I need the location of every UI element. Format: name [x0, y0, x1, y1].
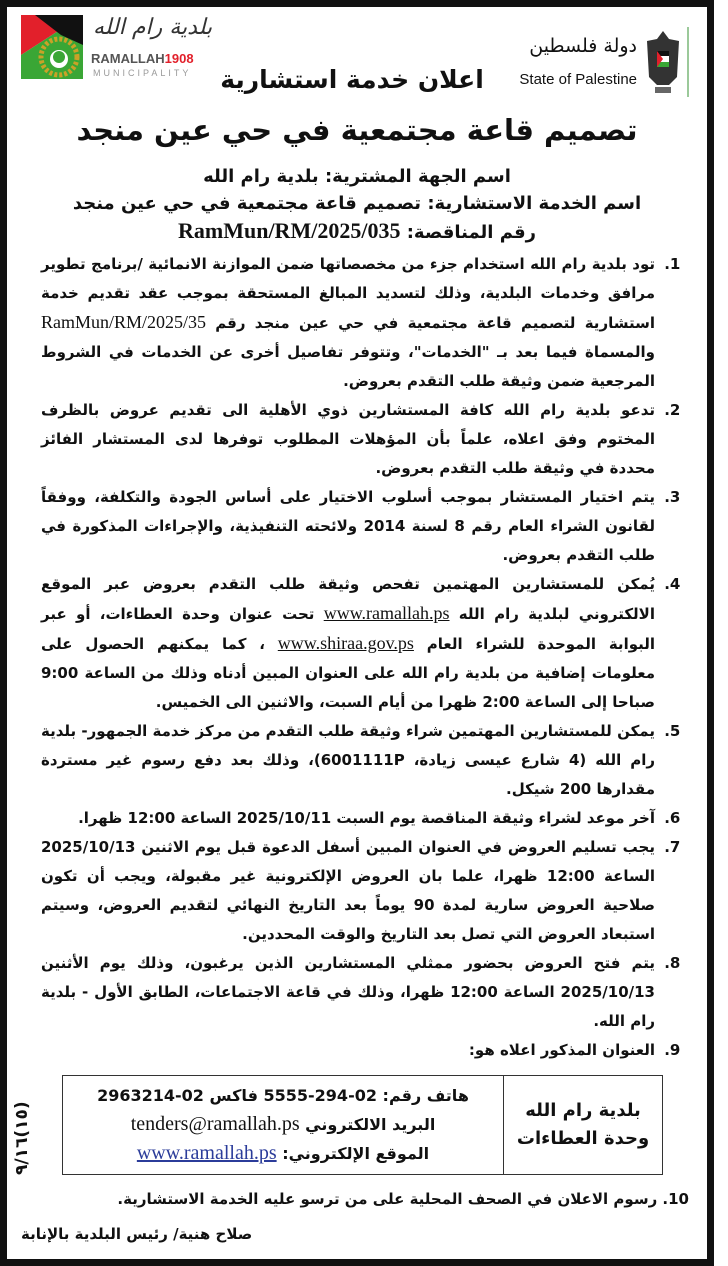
logo-name: RAMALLAH: [91, 51, 165, 66]
signature: صلاح هنية/ رئيس البلدية بالإنابة: [21, 1225, 253, 1243]
address-box: [62, 1075, 663, 1175]
address-contact: [63, 1076, 503, 1174]
address-section: [12, 1075, 663, 1175]
email-address[interactable]: tenders@ramallah.ps: [130, 1113, 300, 1135]
logo-subtitle: MUNICIPALITY: [93, 68, 192, 78]
state-of-palestine-logo: [499, 27, 689, 102]
eagle-emblem-icon: [643, 27, 683, 97]
term-item: [41, 250, 659, 396]
shiraa-portal-link[interactable]: www.shiraa.gov.ps: [277, 633, 414, 653]
term-text: والمسماة فيما بعد بـ "الخدمات"، وتتوفر تفاصيل أخرى عن الخدمات في الشروط المرجعية ضمن وثيقة طلب التقدم بعروض.: [41, 343, 655, 390]
term-text: تود بلدية رام الله استخدام جزء من مخصصاتها ضمن الموازنة الانمائية /برنامج تطوير مرافق وخدمات البلدية، وذلك لتسديد المبالغ المستحقة بموجب عقد تقديم خدمة استشارية لتصميم قاعة مجتمعية في حي عين منجد رقم: [41, 255, 655, 332]
municipality-emblem-icon: [21, 15, 83, 79]
buyer-name: اسم الجهة المشترية: بلدية رام الله: [203, 166, 511, 187]
announcement-title: اعلان خدمة استشارية: [220, 65, 484, 94]
address-org: [503, 1076, 662, 1174]
website-label: الموقع الإلكتروني:: [276, 1144, 430, 1163]
announcement-subtitle: تصميم قاعة مجتمعية في حي عين منجد: [76, 113, 638, 147]
org-unit: وحدة العطاءات: [516, 1128, 650, 1149]
website-link[interactable]: www.ramallah.ps: [136, 1142, 277, 1164]
header: [7, 7, 707, 107]
term-item: 5. يمكن للمستشارين المهتمين شراء وثيقة طلب التقدم من مركز خدمة الجمهور- بلدية رام الله (4 شارع عيسى زيادة، 6001111P)، وذلك بعد دفع رسوم غير مستردة مقدارها 200 شيكل.: [41, 717, 659, 804]
logo-arabic-text: بلدية رام الله: [93, 15, 213, 40]
logo-english-state: State of Palestine: [519, 71, 637, 88]
term-item-10: 10. رسوم الاعلان في الصحف المحلية على من ترسو عليه الخدمة الاستشارية.: [117, 1190, 689, 1208]
tender-number: RamMun/RM/2025/035: [178, 218, 401, 243]
ramallah-website-link[interactable]: www.ramallah.ps: [323, 603, 450, 623]
term-item: 9. العنوان المذكور اعلاه هو:: [41, 1036, 659, 1065]
term-item: 2. تدعو بلدية رام الله كافة المستشارين ذوي الأهلية الى تقديم عروض بالظرف المختوم وفق اعلاه، علماً بأن المؤهلات المطلوب توفرها لدى المستشار الفائز محددة في وثيقة طلب التقدم بعروض.: [41, 396, 659, 483]
logo-year: 1908: [164, 51, 194, 66]
term-item: 7. يجب تسليم العروض في العنوان المبين أسفل الدعوة قبل يوم الاثنين 2025/10/13 الساعة 12:00 ظهرا، علما بان العروض الإلكترونية غير مقبولة، ويجب أن تكون صلاحية العروض سارية لمدة 90 يوماً بعد التاريخ النهائي لتقديم العروض، وسيتم استبعاد العروض التي تصل بعد التاريخ والوقت المحددين.: [41, 833, 659, 949]
tender-number-label: رقم المناقصة:: [400, 222, 536, 243]
logo-arabic-state: دولة فلسطين: [529, 35, 637, 57]
email-label: البريد الالكتروني: [299, 1115, 436, 1134]
term-item: [41, 570, 659, 717]
tender-number-line: [7, 217, 707, 246]
term-item: 3. يتم اختيار المستشار بموجب أسلوب الاختيار على أساس الجودة والتكلفة، ووفقاً لقانون الشراء العام رقم 8 لسنة 2014 ولائحته التنفيذية، والإجراءات المذكورة في طلب التقدم بعروض.: [41, 483, 659, 570]
tender-info: [7, 163, 707, 246]
service-name: اسم الخدمة الاستشارية: تصميم قاعة مجتمعية في حي عين منجد: [72, 193, 642, 214]
term-text: ، كما يمكنهم الحصول على معلومات إضافية من بلدية رام الله على العنوان المبين أدناه وذلك من الساعة 9:00 صباحا إلى الساعة 2:00 ظهرا من أيام السبت، والاثنين الى الخميس.: [41, 635, 655, 711]
term-text: يُمكن للمستشارين المهتمين تفحص وثيقة طلب التقدم بعروض عبر الموقع الالكتروني لبلدية رام الله: [41, 575, 655, 623]
terms-list: [41, 250, 689, 1065]
phone-fax: هاتف رقم: 02-294-5555 فاكس 02-2963214: [97, 1086, 469, 1105]
term-item: 6. آخر موعد لشراء وثيقة المناقصة يوم السبت 2025/10/11 الساعة 12:00 ظهرا.: [41, 804, 659, 833]
tender-reference: RamMun/RM/2025/35: [41, 312, 207, 332]
org-name: بلدية رام الله: [525, 1100, 641, 1121]
ramallah-municipality-logo: [21, 15, 213, 79]
ad-code: (١٥)٩/١٦: [12, 1101, 32, 1175]
term-text: تحت عنوان وحدة العطاءات، أو عبر البوابة الموحدة للشراء العام: [41, 605, 656, 653]
term-item: 8. يتم فتح العروض بحضور ممثلي المستشارين الذين يرغبون، وذلك يوم الأثنين 2025/10/13 الساعة 12:00 ظهرا، وذلك في قاعة الاجتماعات، الطابق الأول - بلدية رام الله.: [41, 949, 659, 1036]
